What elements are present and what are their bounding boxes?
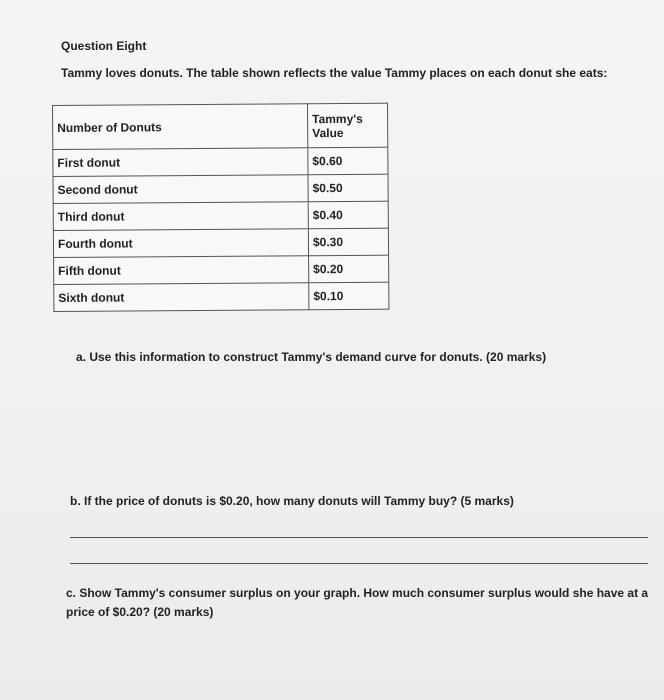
donut-value: $0.40 bbox=[308, 201, 388, 229]
answer-line bbox=[70, 537, 648, 538]
donut-label: First donut bbox=[53, 148, 308, 177]
table-row bbox=[53, 147, 388, 176]
question-heading: Question Eight bbox=[61, 39, 147, 53]
table-row bbox=[53, 228, 388, 257]
donut-value: $0.60 bbox=[308, 147, 388, 175]
answer-line bbox=[70, 563, 648, 564]
question-intro: Tammy loves donuts. The table shown reflects the value Tammy places on each donut she eats: bbox=[61, 66, 608, 80]
donut-label: Sixth donut bbox=[54, 283, 309, 312]
table-row bbox=[53, 201, 388, 230]
part-b-text: b. If the price of donuts is $0.20, how many donuts will Tammy buy? (5 marks) bbox=[70, 494, 514, 508]
donut-label: Fourth donut bbox=[53, 229, 308, 258]
table-row bbox=[54, 255, 389, 284]
donut-label: Second donut bbox=[53, 175, 308, 204]
donut-value: $0.20 bbox=[309, 255, 389, 283]
donut-value-table bbox=[52, 103, 389, 312]
header-tammys-value: Tammy's Value bbox=[307, 103, 387, 148]
table-row bbox=[54, 282, 389, 311]
part-c-text: c. Show Tammy's consumer surplus on your graph. How much consumer surplus would she have at a price of $0.20? (20 marks) bbox=[66, 586, 649, 619]
donut-value: $0.50 bbox=[308, 174, 388, 202]
table-header-row bbox=[53, 103, 388, 149]
header-number-of-donuts: Number of Donuts bbox=[53, 104, 308, 150]
donut-label: Third donut bbox=[53, 202, 308, 231]
table-row bbox=[53, 174, 388, 203]
part-a-text: a. Use this information to construct Tammy's demand curve for donuts. (20 marks) bbox=[76, 350, 547, 364]
donut-value: $0.10 bbox=[309, 282, 389, 310]
donut-label: Fifth donut bbox=[54, 256, 309, 285]
donut-value: $0.30 bbox=[308, 228, 388, 256]
